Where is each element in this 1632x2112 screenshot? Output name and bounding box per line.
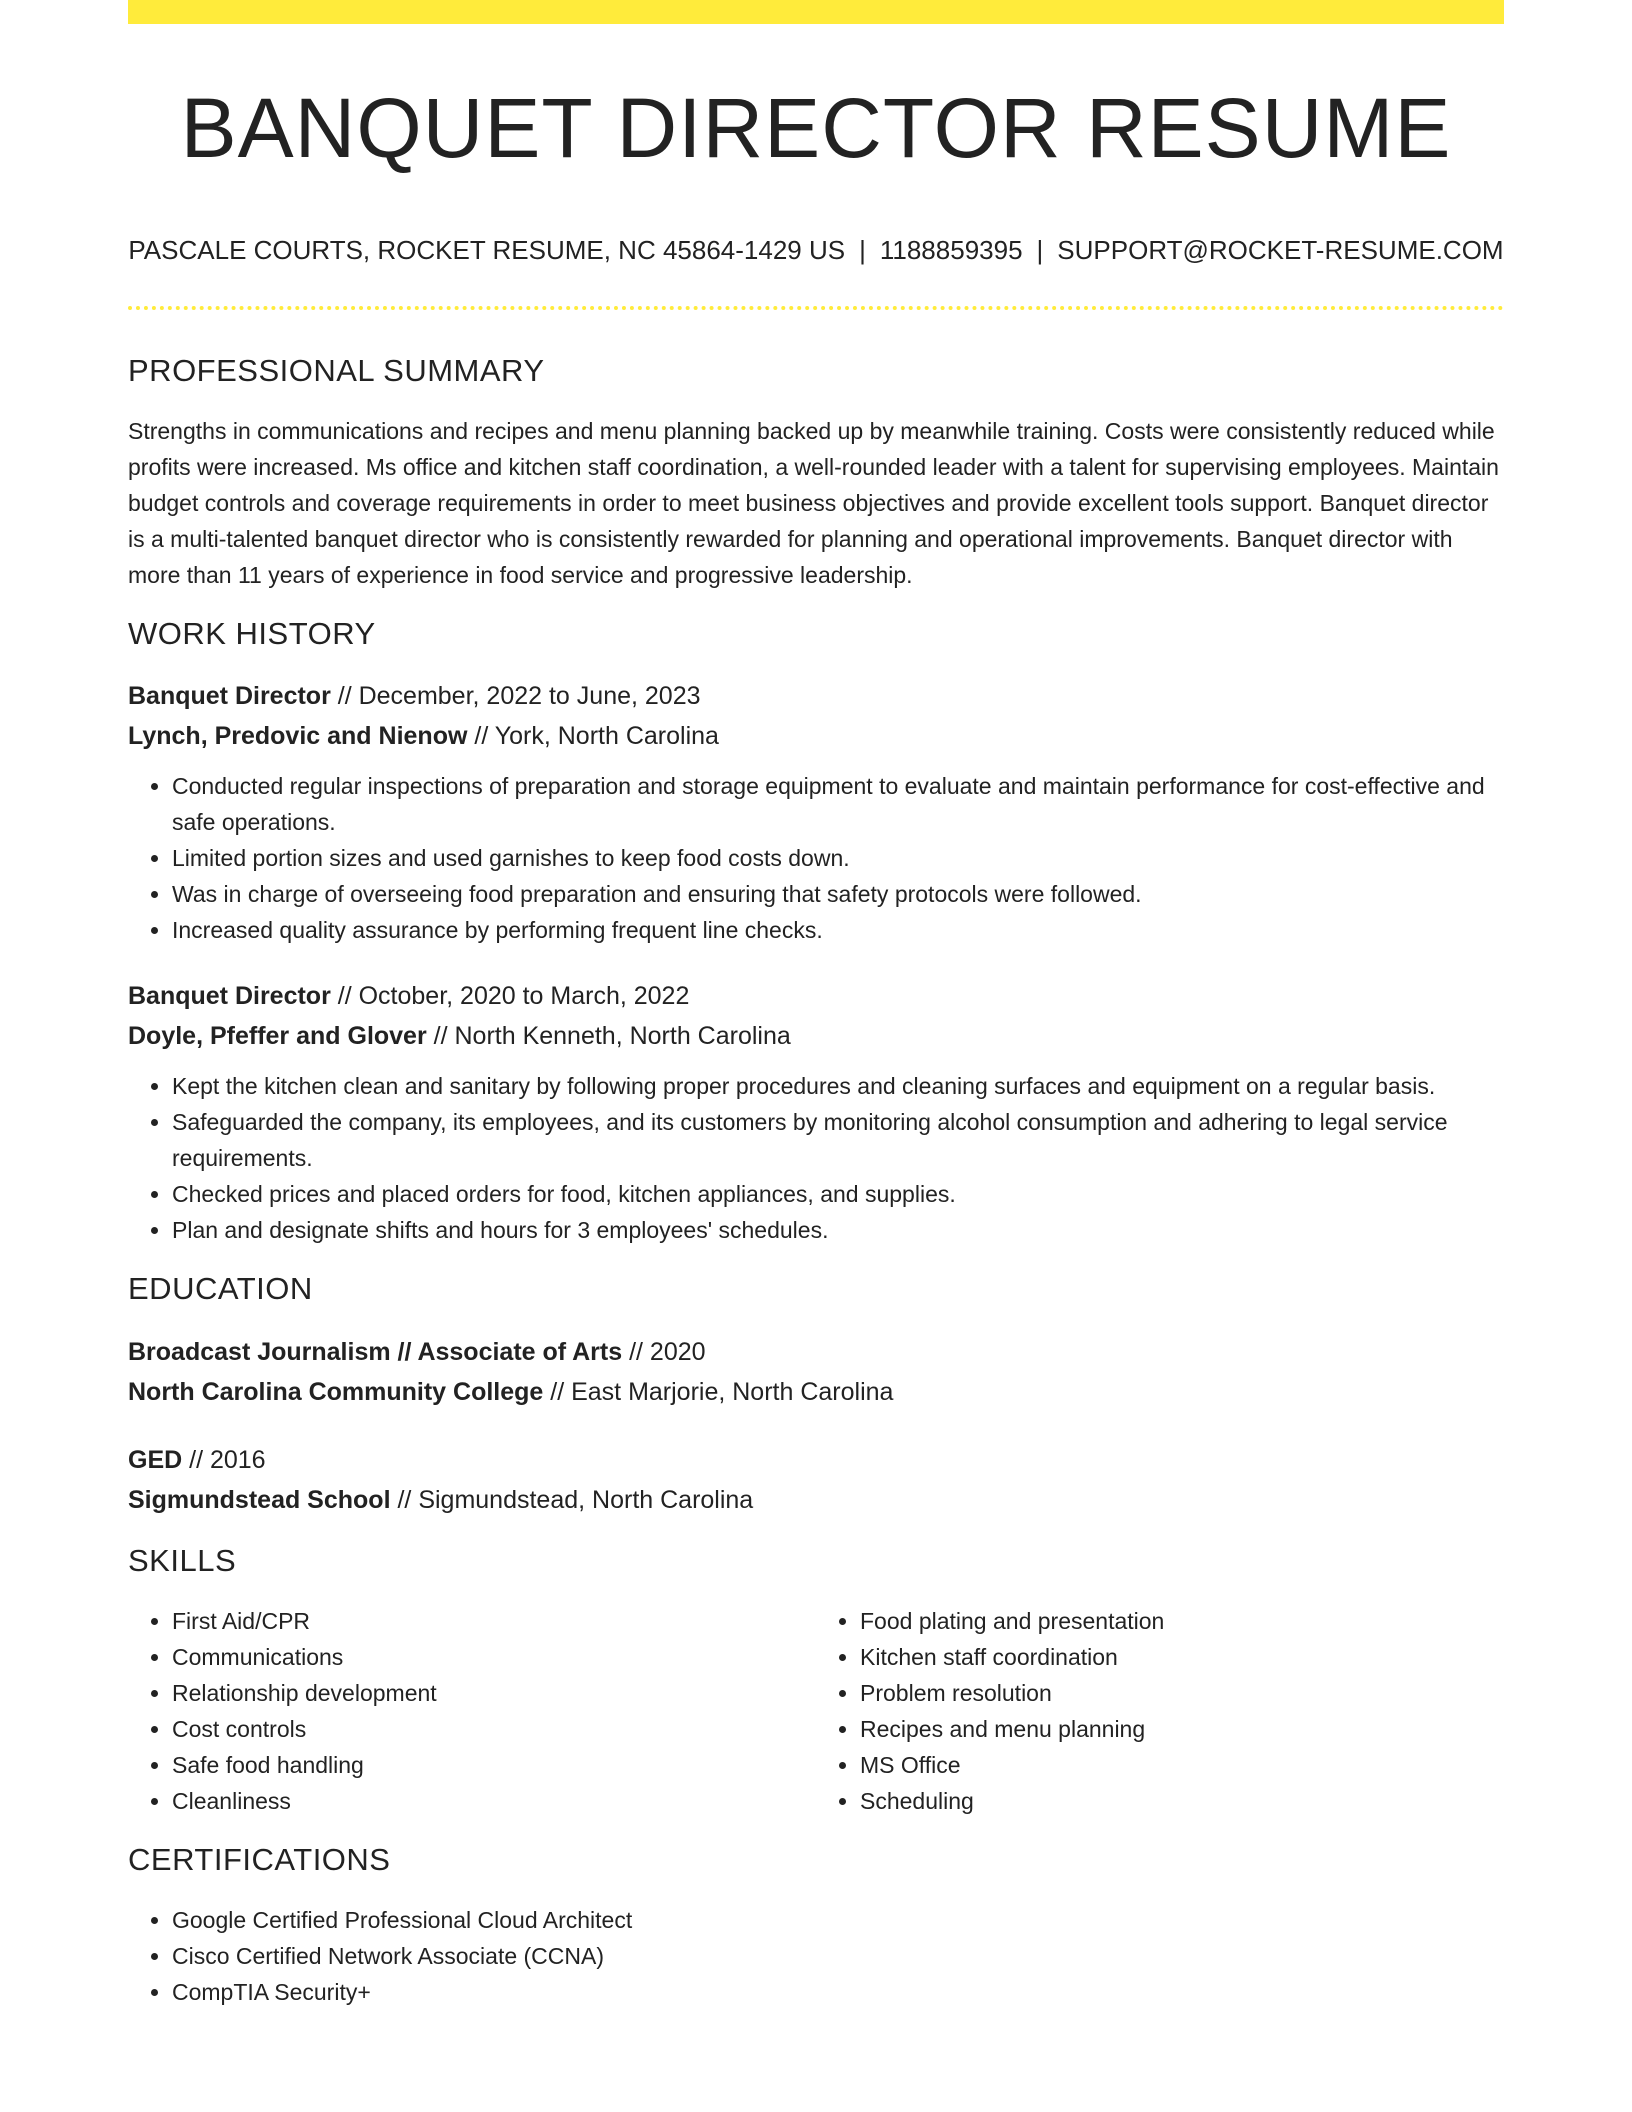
job-company-line [128,1016,1504,1056]
dotted-divider [128,306,1504,310]
resume-title: BANQUET DIRECTOR RESUME [180,81,1452,175]
section-heading: EDUCATION [128,1271,313,1307]
list-item: • Conducted regular inspections of preparation and storage equipment to evaluate and maintain performance for cost-effective and safe operations. [172,768,1504,840]
list-item: • Communications [172,1639,816,1675]
job-location: // York, North Carolina [467,722,719,751]
list-item: • Problem resolution [860,1675,1504,1711]
section-heading: WORK HISTORY [128,616,376,652]
job-bullets [128,1068,1504,1248]
list-item: • Cost controls [172,1711,816,1747]
job-title-line [128,676,1504,716]
list-item: • Cleanliness [172,1783,816,1819]
resume-content [128,352,1504,2032]
education-entry [128,1332,1504,1412]
degree-year: // 2016 [182,1445,266,1474]
list-item: • MS Office [860,1747,1504,1783]
work-history-section [128,615,1504,1248]
list-item: • Checked prices and placed orders for food, kitchen appliances, and supplies. [172,1176,1504,1212]
summary-section [128,352,1504,593]
contact-separator: | [859,235,866,265]
resume-page [128,0,1504,2112]
skills-section [128,1542,1504,1819]
degree-name: GED [128,1445,183,1474]
job-company-line [128,716,1504,756]
school-line [128,1480,1504,1520]
degree-year: // 2020 [622,1337,706,1366]
list-item: • First Aid/CPR [172,1603,816,1639]
section-heading: PROFESSIONAL SUMMARY [128,353,545,388]
contact-separator: | [1036,235,1044,265]
job-dates: // October, 2020 to March, 2022 [330,982,690,1011]
contact-address: PASCALE COURTS, ROCKET RESUME, NC 45864-1429 US [128,235,846,265]
school-name: North Carolina Community College [128,1377,544,1406]
list-item: • Increased quality assurance by performing frequent line checks. [172,912,1504,948]
skills-list-left [128,1603,816,1819]
list-item: • Safeguarded the company, its employees, and its customers by monitoring alcohol consumption and adhering to legal service requirements. [172,1104,1504,1176]
summary-text: Strengths in communications and recipes and menu planning backed up by meanwhile training. Costs were consistently reduced while profits were increased. Ms office and kitchen staff coordination, a well-rounded leader with a talent for supervising employees. Maintain budget controls and coverage requirements in order to meet business objectives and provide excellent tools support. Banquet director is a multi-talented banquet director who is consistently rewarded for planning and operational improvements. Banquet director with more than 11 years of experience in food service and progressive leadership. [128,418,1499,589]
job-company: Doyle, Pfeffer and Glover [128,1022,427,1051]
list-item: • Kept the kitchen clean and sanitary by following proper procedures and cleaning surfaces and equipment on a regular basis. [172,1068,1504,1104]
list-item: • Cisco Certified Network Associate (CCNA) [172,1938,1504,1974]
job-company: Lynch, Predovic and Nienow [128,722,468,751]
contact-phone: 1188859395 [879,235,1023,265]
top-accent-bar [128,0,1504,24]
section-heading: SKILLS [128,1542,237,1578]
job-entry [128,676,1504,948]
school-location: // Sigmundstead, North Carolina [390,1485,754,1514]
job-role: Banquet Director [128,682,331,711]
degree-name: Broadcast Journalism // Associate of Arts [128,1337,623,1366]
list-item: • Was in charge of overseeing food preparation and ensuring that safety protocols were followed. [172,876,1504,912]
job-dates: // December, 2022 to June, 2023 [330,682,701,711]
degree-line [128,1440,1504,1480]
skills-grid [128,1603,1504,1819]
list-item: • Relationship development [172,1675,816,1711]
job-title-line [128,976,1504,1016]
school-line [128,1372,1504,1412]
job-role: Banquet Director [128,982,331,1011]
school-name: Sigmundstead School [128,1485,391,1514]
skills-list-right [816,1603,1504,1819]
list-item: • Limited portion sizes and used garnishes to keep food costs down. [172,840,1504,876]
education-entry [128,1440,1504,1520]
degree-line [128,1332,1504,1372]
list-item: • Google Certified Professional Cloud Architect [172,1902,1504,1938]
list-item: • Food plating and presentation [860,1603,1504,1639]
list-item: • Kitchen staff coordination [860,1639,1504,1675]
job-location: // North Kenneth, North Carolina [426,1022,791,1051]
job-entry [128,976,1504,1248]
contact-email: SUPPORT@ROCKET-RESUME.COM [1057,235,1504,265]
job-bullets [128,768,1504,948]
list-item: • CompTIA Security+ [172,1974,1504,2010]
list-item: • Recipes and menu planning [860,1711,1504,1747]
list-item: • Plan and designate shifts and hours for 3 employees' schedules. [172,1212,1504,1248]
certifications-section [128,1841,1504,2010]
school-location: // East Marjorie, North Carolina [543,1377,894,1406]
contact-line [128,234,1504,268]
list-item: • Safe food handling [172,1747,816,1783]
list-item: • Scheduling [860,1783,1504,1819]
certifications-list [128,1902,1504,2010]
education-section [128,1270,1504,1519]
section-heading: CERTIFICATIONS [128,1841,391,1877]
